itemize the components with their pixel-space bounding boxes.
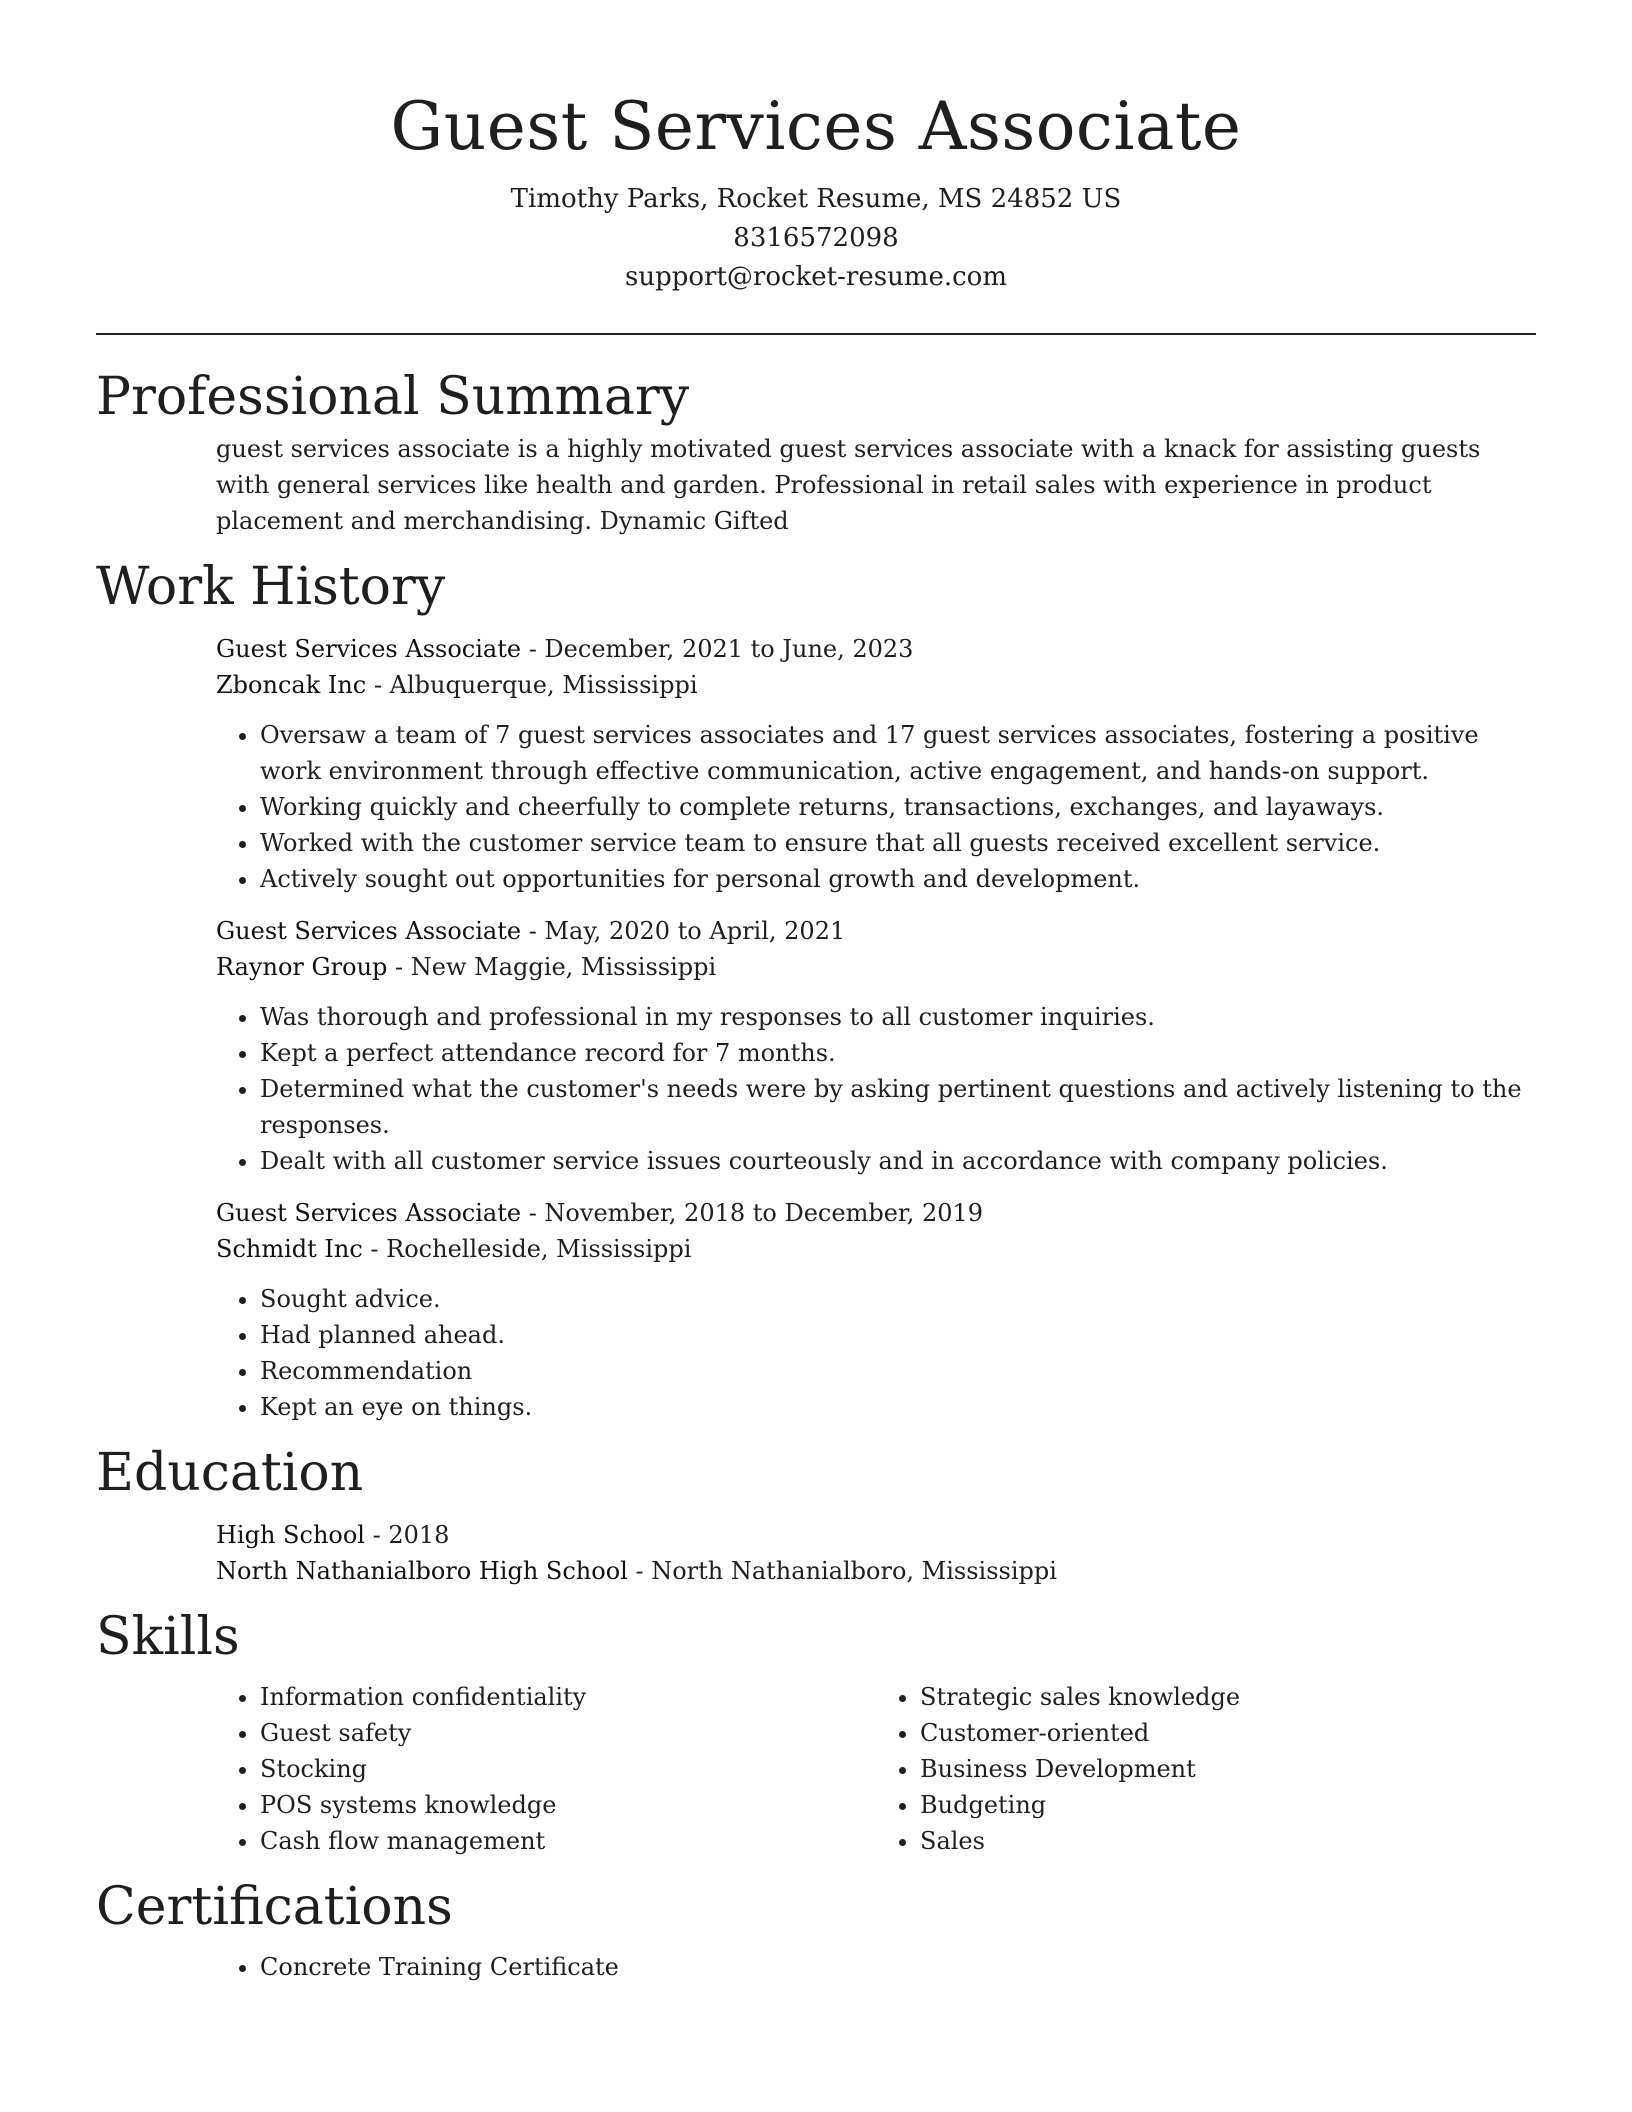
education-year: - 2018 bbox=[364, 1521, 450, 1549]
skills-column-left bbox=[216, 1679, 876, 1859]
summary-text: guest services associate is a highly motivated guest services associate with a knack for assisting guests with general services like health and garden. Professional in retail sales with experience in product placement and merchandising. Dynamic Gifted bbox=[216, 435, 1481, 535]
education-school: North Nathanialboro High School bbox=[216, 1557, 628, 1585]
summary-body bbox=[216, 431, 1536, 539]
job-entry bbox=[216, 631, 1536, 897]
list-item: • Was thorough and professional in my responses to all customer inquiries. bbox=[260, 999, 1536, 1035]
list-item: • Recommendation bbox=[260, 1353, 1536, 1389]
certifications-list bbox=[216, 1949, 1536, 1985]
job-title-line bbox=[216, 631, 1536, 667]
list-item: • Stocking bbox=[260, 1751, 876, 1787]
header-divider bbox=[96, 333, 1536, 335]
list-item: • Actively sought out opportunities for personal growth and development. bbox=[260, 861, 1536, 897]
job-dates: - December, 2021 to June, 2023 bbox=[521, 635, 914, 663]
job-location: - New Maggie, Mississippi bbox=[387, 953, 717, 981]
list-item: • Budgeting bbox=[920, 1787, 1536, 1823]
list-item: • Concrete Training Certificate bbox=[260, 1949, 1536, 1985]
list-item: • POS systems knowledge bbox=[260, 1787, 876, 1823]
list-item: • Kept an eye on things. bbox=[260, 1389, 1536, 1425]
certifications-heading: Certifications bbox=[96, 1877, 453, 1937]
education-body bbox=[216, 1517, 1536, 1589]
certifications-section bbox=[96, 1873, 1536, 1985]
job-role: Guest Services Associate bbox=[216, 1199, 522, 1227]
list-item: • Dealt with all customer service issues courteously and in accordance with company policies. bbox=[260, 1143, 1536, 1179]
skills-column-right bbox=[876, 1679, 1536, 1859]
certifications-body bbox=[216, 1949, 1536, 1985]
job-entry bbox=[216, 913, 1536, 1179]
job-dates: - November, 2018 to December, 2019 bbox=[521, 1199, 984, 1227]
list-item: • Customer-oriented bbox=[920, 1715, 1536, 1751]
job-location: - Albuquerque, Mississippi bbox=[366, 671, 698, 699]
job-company: Zboncak Inc bbox=[216, 671, 367, 699]
contact-email: support@rocket-resume.com bbox=[624, 262, 1007, 292]
education-location: - North Nathanialboro, Mississippi bbox=[627, 1557, 1057, 1585]
job-location: - Rochelleside, Mississippi bbox=[362, 1235, 692, 1263]
job-bullets bbox=[216, 999, 1536, 1179]
summary-section bbox=[96, 363, 1536, 539]
job-company-line bbox=[216, 949, 1536, 985]
job-dates: - May, 2020 to April, 2021 bbox=[521, 917, 846, 945]
resume-title: Guest Services Associate bbox=[390, 88, 1242, 165]
work-history-heading: Work History bbox=[96, 557, 446, 617]
resume-page bbox=[96, 0, 1536, 1985]
education-degree-line bbox=[216, 1517, 1536, 1553]
work-history-body bbox=[216, 631, 1536, 1425]
list-item: • Information confidentiality bbox=[260, 1679, 876, 1715]
job-entry bbox=[216, 1195, 1536, 1425]
list-item: • Guest safety bbox=[260, 1715, 876, 1751]
resume-header bbox=[96, 0, 1536, 297]
skills-heading: Skills bbox=[96, 1607, 240, 1667]
education-school-line bbox=[216, 1553, 1536, 1589]
job-role: Guest Services Associate bbox=[216, 917, 522, 945]
list-item: • Cash flow management bbox=[260, 1823, 876, 1859]
list-item: • Working quickly and cheerfully to complete returns, transactions, exchanges, and layaways. bbox=[260, 789, 1536, 825]
education-heading: Education bbox=[96, 1443, 364, 1503]
list-item: • Business Development bbox=[920, 1751, 1536, 1787]
list-item: • Sought advice. bbox=[260, 1281, 1536, 1317]
job-bullets bbox=[216, 1281, 1536, 1425]
list-item: • Had planned ahead. bbox=[260, 1317, 1536, 1353]
list-item: • Kept a perfect attendance record for 7 months. bbox=[260, 1035, 1536, 1071]
skills-body bbox=[216, 1679, 1536, 1859]
list-item: • Determined what the customer's needs were by asking pertinent questions and actively listening to the responses. bbox=[260, 1071, 1536, 1143]
job-company: Raynor Group bbox=[216, 953, 388, 981]
job-bullets bbox=[216, 717, 1536, 897]
list-item: • Oversaw a team of 7 guest services associates and 17 guest services associates, fostering a positive work environment through effective communication, active engagement, and hands-on support. bbox=[260, 717, 1536, 789]
job-company: Schmidt Inc bbox=[216, 1235, 363, 1263]
summary-heading: Professional Summary bbox=[96, 367, 690, 427]
education-degree: High School bbox=[216, 1521, 365, 1549]
work-history-section bbox=[96, 553, 1536, 1425]
list-item: • Strategic sales knowledge bbox=[920, 1679, 1536, 1715]
list-item: • Sales bbox=[920, 1823, 1536, 1859]
job-title-line bbox=[216, 1195, 1536, 1231]
job-title-line bbox=[216, 913, 1536, 949]
skills-columns bbox=[216, 1679, 1536, 1859]
list-item: • Worked with the customer service team to ensure that all guests received excellent service. bbox=[260, 825, 1536, 861]
job-company-line bbox=[216, 1231, 1536, 1267]
skills-section bbox=[96, 1603, 1536, 1859]
education-section bbox=[96, 1439, 1536, 1589]
contact-address: Timothy Parks, Rocket Resume, MS 24852 US bbox=[510, 184, 1122, 214]
contact-phone: 8316572098 bbox=[733, 223, 899, 253]
job-company-line bbox=[216, 667, 1536, 703]
job-role: Guest Services Associate bbox=[216, 635, 522, 663]
